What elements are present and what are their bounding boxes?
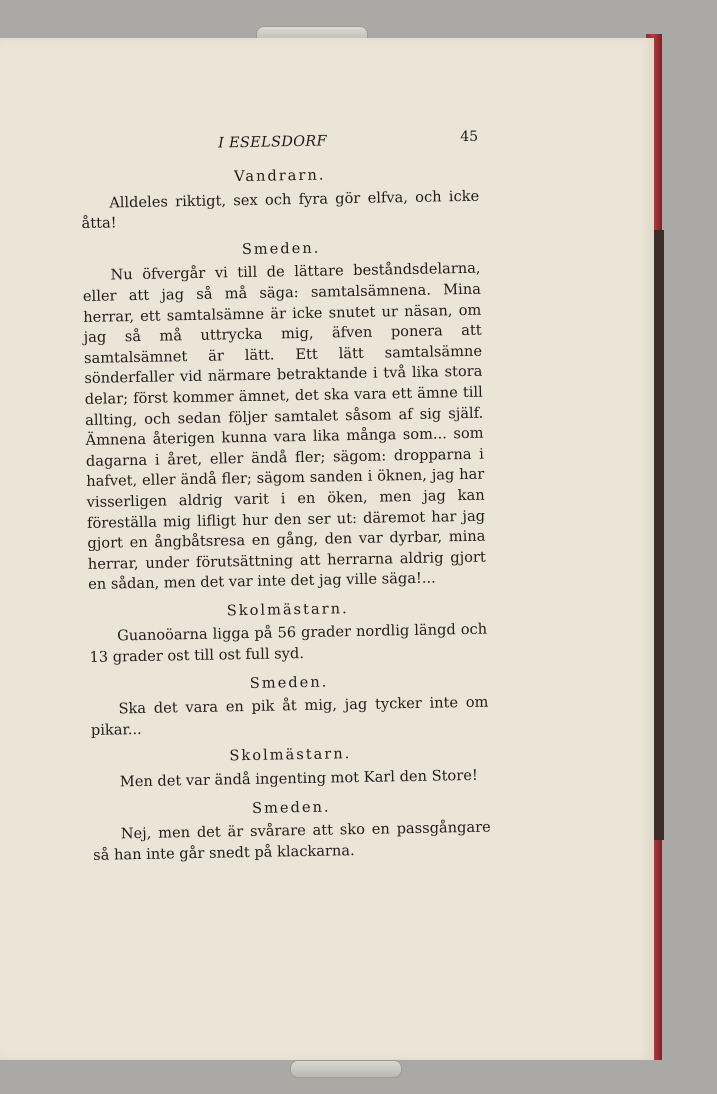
speech-text: Ska det vara en pik åt mig, jag tycker inte om pikar... bbox=[90, 693, 489, 739]
speech-text: Guanoöarna ligga på 56 grader nordlig längd och 13 grader ost till ost full syd. bbox=[89, 621, 488, 666]
speech-text: Alldeles riktigt, sex och fyra gör elfva, och icke åtta! bbox=[81, 187, 480, 233]
speaker-name: Smeden. bbox=[251, 798, 331, 817]
speech-text: Nej, men det är svårare att sko en passgångare så han inte går snedt på klackarna. bbox=[93, 818, 491, 864]
running-title: I ESELSDORF bbox=[218, 133, 328, 152]
binder-clip-bottom bbox=[290, 1060, 402, 1078]
book-page bbox=[0, 38, 654, 1060]
page-header bbox=[80, 129, 478, 162]
speaker-name: Smeden. bbox=[249, 673, 329, 692]
speech-text: Nu öfvergår vi till de lättare beståndsdelarna, eller att jag så må säga: samtalsämnena. Mina herrar, ett samtalsämne är icke snutet ur näsan, om jag så må uttrycka mig, äfven ponera att samtalsämnet är lätt. Ett lätt samtalsämne sönderfaller vid närmare betraktande i två lika stora delar; först kommer ämnet, det ska vara ett ämne till allting, och sedan följer samtalet såsom af sig själf. Ämnena återigen kunna vara lika många som... som dagarna i året, eller ändå fler; sägom: dropparna i hafvet, eller ändå fler; sägom sanden i öknen, jag har visserligen aldrig varit i en öken, men jag kan föreställa mig lifligt hur den ser ut: däremot har jag gjort en ångbåtsresa en gång, den var dyrbar, mina herrar, under förutsättning att herrarna aldrig gjort en sådan, men det var inte det jag ville säga!... bbox=[82, 260, 486, 594]
speaker-name: Skolmästarn. bbox=[226, 600, 349, 620]
speaker-name: Skolmästarn. bbox=[229, 745, 352, 765]
speaker-name: Smeden. bbox=[241, 239, 321, 258]
page-number: 45 bbox=[460, 128, 479, 146]
speech-text: Men det var ändå ingenting mot Karl den Store! bbox=[119, 766, 478, 791]
speaker-name: Vandrarn. bbox=[233, 166, 326, 186]
page-text bbox=[80, 129, 491, 867]
